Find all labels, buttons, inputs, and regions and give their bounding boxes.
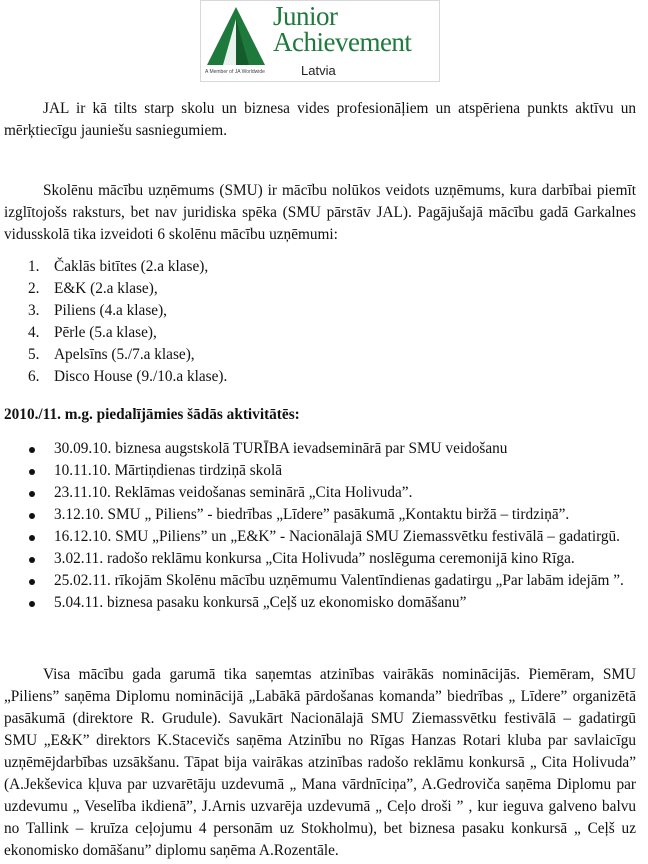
junior-achievement-logo bbox=[200, 0, 440, 82]
bullet-icon bbox=[29, 535, 35, 541]
list-item: 25.02.11. rīkojām Skolēnu mācību uzņēmumu Valentīndienas gadatirgu „Par labām idejām ”. bbox=[4, 570, 636, 592]
bullet-icon bbox=[29, 469, 35, 475]
bullet-icon bbox=[29, 447, 35, 453]
logo-brand-line1: Junior bbox=[273, 1, 338, 31]
bullet-icon bbox=[29, 601, 35, 607]
list-item: 4. Pērle (5.a klase), bbox=[28, 324, 157, 341]
list-item: 1. Čaklās bitītes (2.a klase), bbox=[28, 258, 209, 275]
awards-paragraph: Visa mācību gada garumā tika saņemtas atzinības vairākās nominācijās. Piemēram, SMU „Piliens” saņēma Diplomu nominācijā „Labākā pārdošanas komanda” biedrības „ Līdere” organizētā pasākumā (direktore R. Grudule). Savukārt Nacionālajā SMU Ziemassvētku festivālā – gadatirgū SMU „E&K” direktors K.Stacevičs saņēma Atzinību no Rīgas Hanzas Rotari kluba par savlaicīgu uzņēmējdarbības uzsākšanu. Tāpat bija vairākas atzinības radošo reklāmu konkursā „ Cita Holivuda” (A.Jekševica kļuva par uzvarētāju uzdevumā „ Mana vārdnīciņa”, A.Gedroviča saņēma Diplomu par uzdevumu „ Veselība ikdienā”, J.Arnis uzvarēja uzdevumā „ Ceļo droši ” , kur ieguva galveno balvu no Tallink – kruīza ceļojumu 4 personām uz Stokholmu), bet biznesa pasaku konkursā „ Ceļš uz ekonomisko domāšanu” diplomu saņēma A.Rozentāle. bbox=[4, 666, 636, 859]
list-item: 5.04.11. biznesa pasaku konkursā „Ceļš uz ekonomisko domāšanu” bbox=[4, 592, 636, 614]
logo-country: Latvia bbox=[301, 63, 336, 78]
list-item: 2. E&K (2.a klase), bbox=[28, 280, 158, 297]
list-item: 3. Piliens (4.a klase), bbox=[28, 302, 168, 319]
smu-paragraph: Skolēnu mācību uzņēmums (SMU) ir mācību nolūkos veidots uzņēmums, kura darbībai piemīt izglītojošs raksturs, bet nav juridiska spēka (SMU pārstāv JAL). Pagājušajā mācību gadā Garkalnes vidusskolā tika izveidoti 6 skolēnu mācību uzņēmumi: bbox=[4, 182, 636, 243]
list-item: 23.11.10. Reklāmas veidošanas seminārā „Cita Holivuda”. bbox=[4, 482, 636, 504]
activities-list bbox=[4, 438, 636, 614]
list-item: 10.11.10. Mārtiņdienas tirdziņā skolā bbox=[4, 460, 636, 482]
bullet-icon bbox=[29, 579, 35, 585]
list-item: 30.09.10. biznesa augstskolā TURĪBA ievadseminārā par SMU veidošanu bbox=[4, 438, 636, 460]
bullet-icon bbox=[29, 513, 35, 519]
bullet-icon bbox=[29, 491, 35, 497]
list-item: 5. Apelsīns (5./7.a klase), bbox=[28, 346, 195, 363]
list-item: 3.02.11. radošo reklāmu konkursa „Cita Holivuda” noslēguma ceremonijā kino Rīga. bbox=[4, 548, 636, 570]
logo-member-text: A Member of JA Worldwide bbox=[205, 69, 265, 75]
list-item: 16.12.10. SMU „Piliens” un „E&K” - Nacionālajā SMU Ziemassvētku festivālā – gadatirgū. bbox=[4, 526, 636, 548]
intro-paragraph: JAL ir kā tilts starp skolu un biznesa vides profesionāļiem un atspēriena punkts aktīvu un mērķtiecīgu jauniešu sasniegumiem. bbox=[4, 100, 636, 139]
logo-brand bbox=[273, 3, 411, 55]
list-item: 6. Disco House (9./10.a klase). bbox=[28, 368, 228, 385]
activities-heading: 2010./11. m.g. piedalījāmies šādās aktivitātēs: bbox=[4, 406, 300, 423]
ja-triangle-logo-icon bbox=[205, 5, 267, 67]
list-item: 3.12.10. SMU „ Piliens” - biedrības „Līdere” pasākumā „Kontaktu biržā – tirdziņā”. bbox=[4, 504, 636, 526]
logo-brand-line2: Achievement bbox=[273, 27, 412, 57]
companies-list bbox=[4, 256, 227, 388]
bullet-icon bbox=[29, 557, 35, 563]
